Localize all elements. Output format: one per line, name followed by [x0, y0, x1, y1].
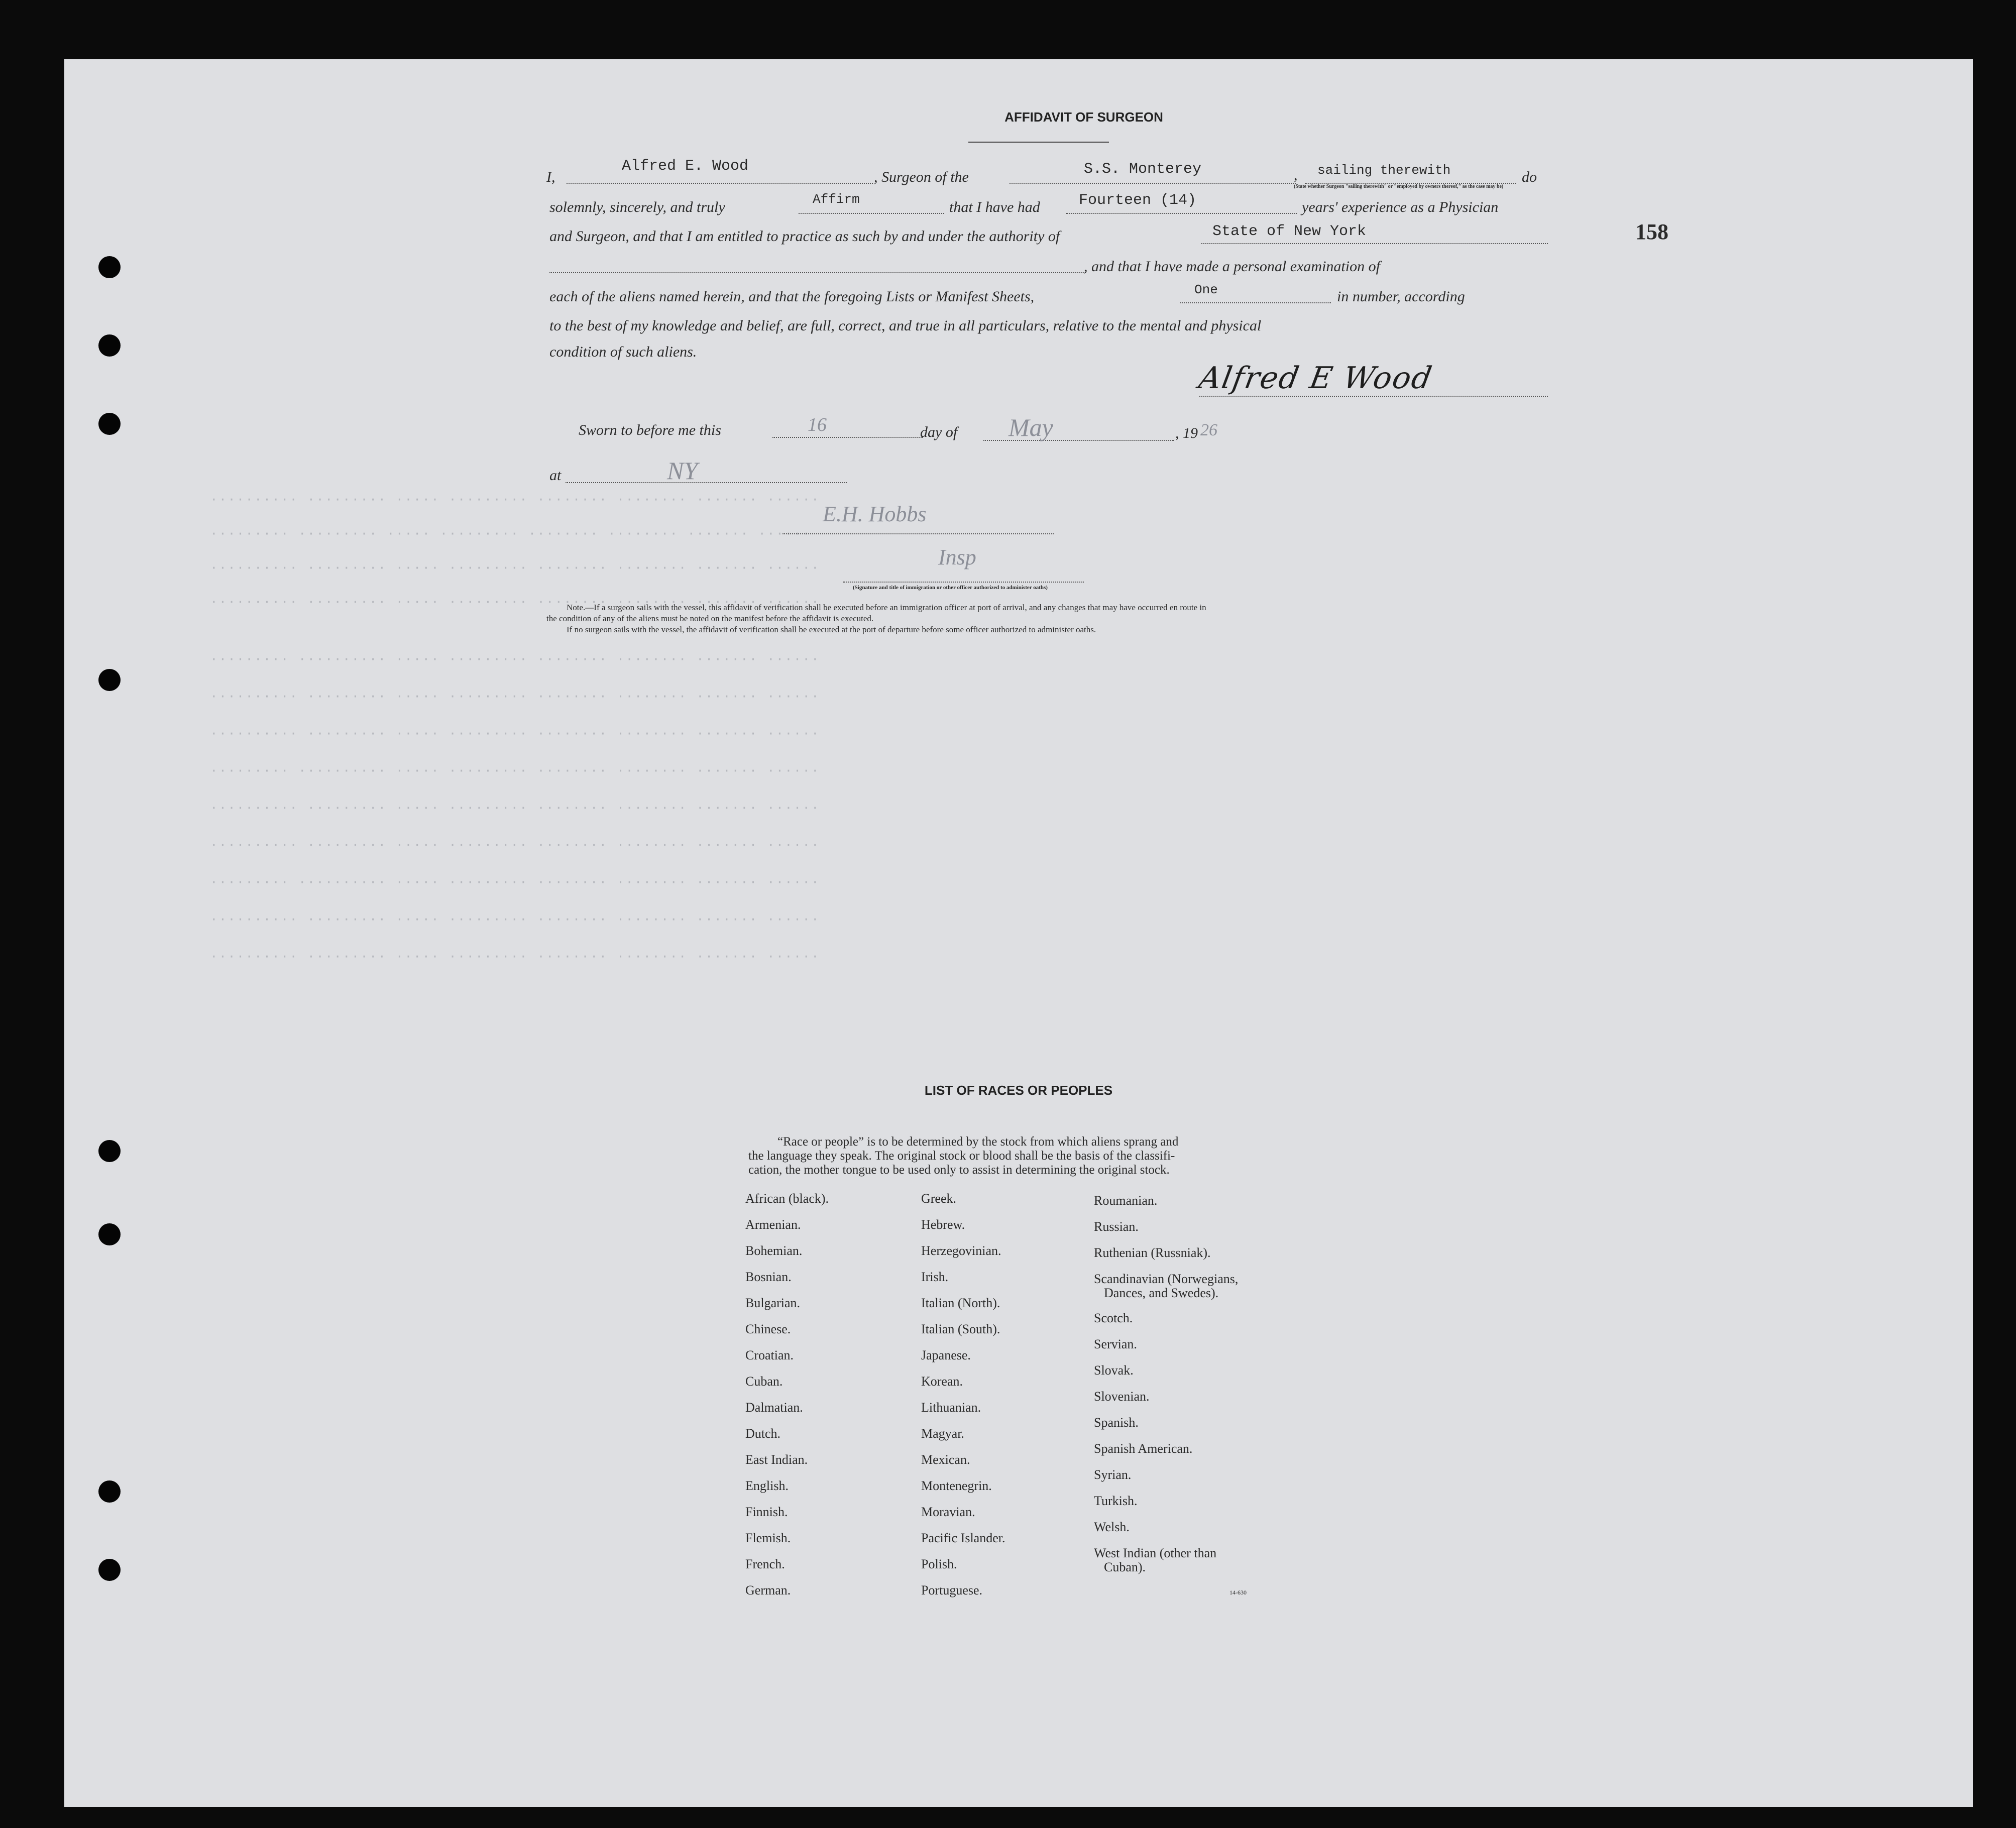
race-item: Scandinavian (Norwegians, — [1094, 1272, 1239, 1286]
affidavit-text-examination: , and that I have made a personal examination of — [1084, 258, 1380, 275]
race-item: Hebrew. — [921, 1217, 965, 1232]
races-intro-line-3: cation, the mother tongue to be used only to assist in determining the original stock. — [748, 1163, 1170, 1177]
year-prefix: , 19 — [1175, 425, 1198, 441]
authority-value: State of New York — [1212, 223, 1367, 240]
document-page: ·········· ········· ····· ········· ········ ········ ······· ······ ········· ········· ····· ········· ········ ········ ······· ······ ·········· ········· ····· ········· ········ ········ ······· ······ ·········· ········· ····· ········· ········ ········ ······· ······ ········· ·········· ····· ········· ········ ········ ······· ······ ·········· ········· ····· ········· ········ ········ ······· ······ ·········· ········· ····· ········· ········ ········ ······· ······ ········· ·········· ····· ········· ········ ········ ······· ······ ·········· ········· ····· ········· ········ ········ ······· ······ ·········· ········· ····· ········· ········ ········ ······· ······ ········· ·········· ····· ········· ········ ········ ······· ······ ·········· ········· ····· ········· ········ ········ ······· ······ ·········· ········· ····· ········· ········ ········ ······· ······ 158 AFFIDAVIT OF SURGEON I, Alfred E. Wood , Surgeon of the S.S. Monterey , sailing therewith do (State whether Surgeon "sailing therewith" or "employed by owners thereof," as the case may be) solemnly, sincerely, and truly Affirm that I have had Fourteen (14) years' experience as a Physician and Surgeon, and that I am entitled to practice as such by and under the authority of State of New York , and that I have made a personal examination of each of the aliens named herein, and that the foregoing Lists or Manifest Sheets, One in number, according to the best of my knowledge and belief, are full, correct, and true in all particulars, relative to the mental and physical condition of such aliens. Alfred E Wood Sworn to before me this 16 day of May , 19 26 at NY E.H. Hobbs Insp (Signature and title of immigration or other officer authorized to administer oaths) Note.—If a surgeon sails with the vessel, this affidavit of verification shall be executed before an immigration officer at port of arrival, and any changes that may have occurred en route in the condition of any of the aliens must be noted on the manifest before the affidavit is executed. If no surgeon sails with the vessel, the affidavit of verification shall be executed at the port of departure before some officer authorized to administer oaths. LIST OF RACES OR PEOPLES “Race or people” is to be determined by the stock from which aliens sprang and the language they speak. The original stock or blood shall be the basis of the classifi- cation, the mother tongue to be used only to assist in determining the original stock. African (black). Armenian. Bohemian. Bosnian. Bulgarian. Chinese. Croatian. Cuban. Dalmatian. Dutch. East Indian. English. Finnish. Flemish. French. German. Greek. Hebrew. Herzegovinian. Irish. Italian (North). Italian (South). Japanese. Korean. Lithuanian. Magyar. Mexican. Montenegrin. Moravian. Pacific Islander. Polish. Portuguese. Roumanian. Russian. Ruthenian (Russniak). Scandinavian (Norwegians, Dances, and Swedes). Scotch. Servian. Slovak. Slovenian. Spanish. Spanish American. Syrian. Turkish. Welsh. West Indian (other than Cuban). 14-630 — [64, 59, 1973, 1807]
race-item: Greek. — [921, 1191, 957, 1206]
race-item: Lithuanian. — [921, 1400, 981, 1415]
races-intro-line-1: “Race or people” is to be determined by the stock from which aliens sprang and — [777, 1135, 1179, 1149]
race-item: Finnish. — [745, 1505, 788, 1519]
year-suffix-value: 26 — [1200, 421, 1217, 439]
race-item: Roumanian. — [1094, 1193, 1158, 1208]
affidavit-text-each-alien: each of the aliens named herein, and that the foregoing Lists or Manifest Sheets, — [549, 288, 1035, 305]
race-item: Flemish. — [745, 1531, 791, 1545]
race-item: Mexican. — [921, 1452, 970, 1467]
note-line-2: the condition of any of the aliens must be noted on the manifest before the affidavit is executed. — [546, 614, 874, 623]
race-item: Korean. — [921, 1374, 963, 1389]
race-item: Armenian. — [745, 1217, 801, 1232]
race-item: Moravian. — [921, 1505, 975, 1519]
race-item: Irish. — [921, 1270, 949, 1284]
race-item: Montenegrin. — [921, 1478, 992, 1493]
affidavit-title: AFFIDAVIT OF SURGEON — [1004, 109, 1163, 125]
affidavit-text-i: I, — [546, 169, 555, 185]
race-item: German. — [745, 1583, 791, 1597]
race-item: Scotch. — [1094, 1311, 1133, 1325]
race-item: English. — [745, 1478, 789, 1493]
punch-hole — [98, 1480, 121, 1503]
officer-signature: E.H. Hobbs — [823, 502, 927, 526]
race-item: Dalmatian. — [745, 1400, 803, 1415]
race-item: Spanish American. — [1094, 1441, 1193, 1456]
race-item: Syrian. — [1094, 1467, 1132, 1482]
surgeon-signature: Alfred E Wood — [1196, 361, 1435, 396]
race-item: Dances, and Swedes). — [1104, 1286, 1219, 1300]
races-intro-line-2: the language they speak. The original stock or blood shall be the basis of the classifi- — [748, 1149, 1175, 1163]
officer-signature-line — [782, 533, 1054, 534]
affidavit-text-in-number: in number, according — [1337, 288, 1465, 305]
race-item: Pacific Islander. — [921, 1531, 1005, 1545]
surgeon-signature-line — [1199, 396, 1548, 397]
race-item: Portuguese. — [921, 1583, 983, 1597]
title-rule — [968, 142, 1109, 143]
surgeon-name-line — [567, 183, 873, 184]
race-item: Polish. — [921, 1557, 957, 1571]
sheets-count-line — [1180, 302, 1331, 303]
at-place-value: NY — [667, 456, 698, 485]
years-line — [1066, 213, 1297, 214]
vessel-line — [1010, 183, 1296, 184]
authority-line — [1201, 243, 1548, 244]
at-label: at — [549, 467, 562, 484]
surgeon-name-value: Alfred E. Wood — [622, 158, 749, 175]
affidavit-text-solemnly: solemnly, sincerely, and truly — [549, 199, 725, 215]
sailing-status-value: sailing therewith — [1317, 163, 1451, 178]
authority-line-2 — [549, 272, 1086, 273]
punch-hole — [98, 334, 121, 357]
race-item: Turkish. — [1094, 1494, 1138, 1508]
affidavit-text-surgeon-of: , Surgeon of the — [874, 169, 969, 185]
officer-place-line — [843, 582, 1084, 583]
race-item: Cuban. — [745, 1374, 783, 1389]
sworn-day-value: 16 — [808, 414, 827, 435]
officer-caption: (Signature and title of immigration or other officer authorized to administer oaths) — [853, 585, 1048, 591]
race-item: Croatian. — [745, 1348, 794, 1362]
page-number: 158 — [1635, 219, 1668, 244]
note-line-3: If no surgeon sails with the vessel, the affidavit of verification shall be executed at the port of departure before some officer authorized to administer oaths. — [567, 625, 1096, 634]
affidavit-text-knowledge: to the best of my knowledge and belief, are full, correct, and true in all particulars, relative to the mental and physical — [549, 317, 1262, 334]
affidavit-text-had: that I have had — [949, 199, 1040, 215]
affidavit-comma: , — [1294, 167, 1298, 183]
punch-hole — [98, 1140, 121, 1162]
punch-hole — [98, 1223, 121, 1245]
punch-hole — [98, 256, 121, 278]
vessel-value: S.S. Monterey — [1084, 161, 1202, 178]
races-title: LIST OF RACES OR PEOPLES — [924, 1083, 1113, 1098]
race-item: Russian. — [1094, 1219, 1139, 1234]
race-item: Spanish. — [1094, 1415, 1139, 1430]
race-item: Slovenian. — [1094, 1389, 1150, 1404]
affidavit-text-years: years' experience as a Physician — [1302, 199, 1499, 215]
race-item: Herzegovinian. — [921, 1243, 1001, 1258]
race-item: Magyar. — [921, 1426, 964, 1441]
sworn-month-value: May — [1009, 413, 1053, 441]
race-item: Bosnian. — [745, 1270, 792, 1284]
race-item: Chinese. — [745, 1322, 791, 1336]
race-item: Dutch. — [745, 1426, 781, 1441]
race-item: West Indian (other than — [1094, 1546, 1217, 1560]
day-of-label: day of — [920, 424, 958, 440]
sheets-count-value: One — [1194, 282, 1218, 297]
punch-hole — [98, 1559, 121, 1581]
years-value: Fourteen (14) — [1079, 192, 1197, 209]
sailing-instruction-note: (State whether Surgeon "sailing therewith" or "employed by owners thereof," as the case may be) — [1294, 184, 1504, 189]
affirm-line — [799, 213, 944, 214]
punch-hole — [98, 413, 121, 435]
sworn-day-line — [772, 437, 923, 438]
race-item: French. — [745, 1557, 785, 1571]
affidavit-text-do: do — [1522, 169, 1537, 185]
affidavit-text-authority: and Surgeon, and that I am entitled to practice as such by and under the authority of — [549, 228, 1060, 245]
race-item: Slovak. — [1094, 1363, 1134, 1378]
note-line-1: Note.—If a surgeon sails with the vessel, this affidavit of verification shall be executed before an immigration officer at port of arrival, and any changes that may have occurred en route in — [567, 603, 1206, 612]
race-item: Italian (South). — [921, 1322, 1000, 1336]
at-place-line — [566, 482, 847, 483]
race-item: Cuban). — [1104, 1560, 1146, 1574]
race-item: African (black). — [745, 1191, 829, 1206]
race-item: Servian. — [1094, 1337, 1137, 1351]
race-item: Bulgarian. — [745, 1296, 801, 1310]
affidavit-text-condition: condition of such aliens. — [549, 344, 697, 360]
race-item: East Indian. — [745, 1452, 808, 1467]
race-item: Welsh. — [1094, 1520, 1130, 1534]
affirm-value: Affirm — [813, 192, 860, 207]
race-item: Bohemian. — [745, 1243, 803, 1258]
officer-place: Insp — [938, 545, 976, 569]
sworn-label: Sworn to before me this — [579, 422, 721, 438]
punch-hole — [98, 669, 121, 691]
form-number: 14-630 — [1229, 1589, 1247, 1596]
race-item: Italian (North). — [921, 1296, 1000, 1310]
race-item: Ruthenian (Russniak). — [1094, 1245, 1211, 1260]
race-item: Japanese. — [921, 1348, 971, 1362]
